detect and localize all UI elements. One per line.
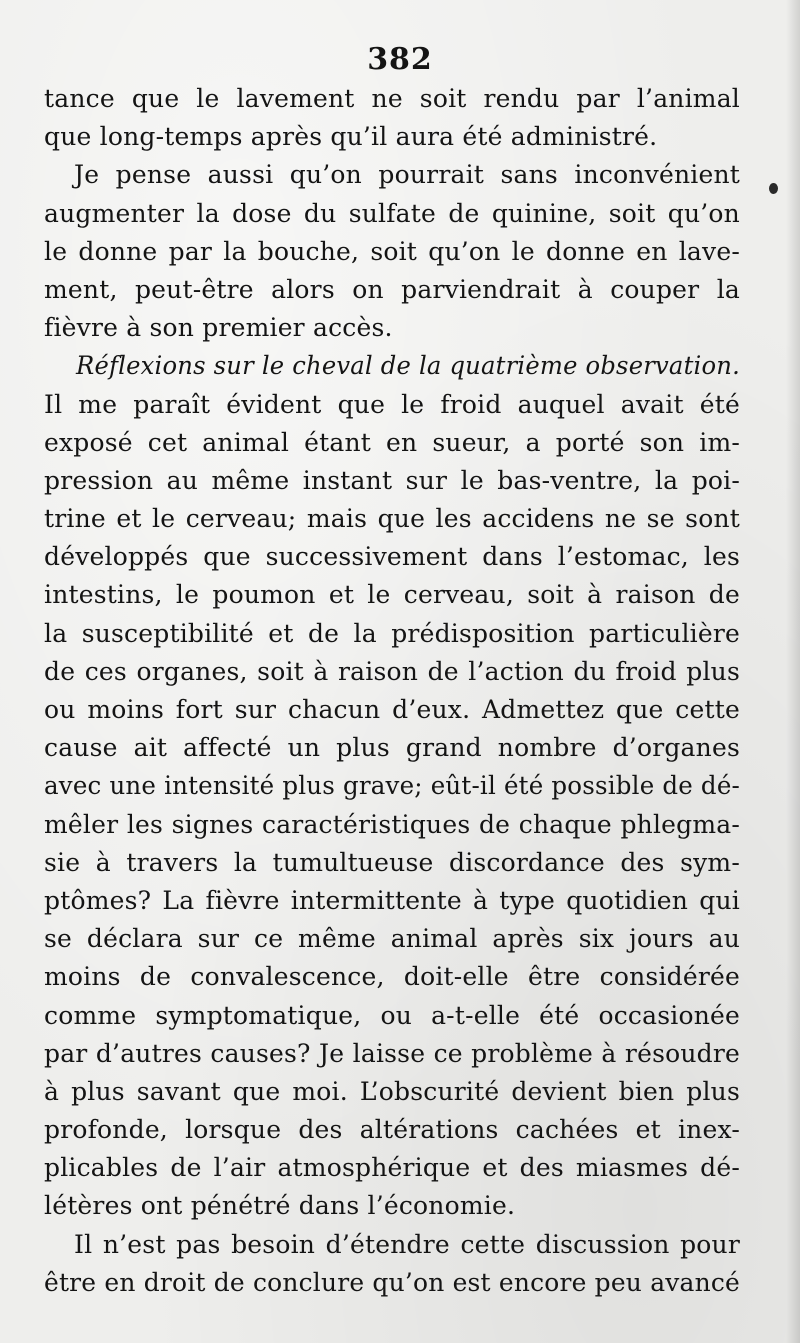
text-line: Il n’est pas besoin d’étendre cette discussion pour — [74, 1229, 740, 1259]
text-line: tance que le lavement ne soit rendu par l’animal — [44, 84, 740, 113]
text-line: cause ait affecté un plus grand nombre d’organes — [44, 733, 740, 763]
text-line: développés que successivement dans l’estomac, les — [44, 542, 740, 572]
text-line: létères ont pénétré dans l’économie. — [44, 1191, 516, 1221]
text-line: Il me paraît évident que le froid auquel avait été — [44, 389, 740, 419]
section-heading: Réflexions sur le cheval de la quatrième observation. — [76, 351, 740, 381]
text-line: fièvre à son premier accès. — [44, 313, 393, 343]
text-line: mêler les signes caractéristiques de chaque phlegma- — [44, 809, 740, 839]
text-line: la susceptibilité et de la prédisposition particulière — [44, 618, 740, 648]
text-line: se déclara sur ce même animal après six jours au — [44, 924, 740, 954]
text-line: à plus savant que moi. L’obscurité devient bien plus — [44, 1076, 740, 1106]
ink-spot — [769, 183, 778, 194]
text-line: comme symptomatique, ou a-t-elle été occasionée — [44, 1000, 740, 1030]
text-line: trine et le cerveau; mais que les accidens ne se sont — [44, 504, 740, 534]
text-line: ment, peut-être alors on parviendrait à couper la — [44, 274, 740, 304]
text-line: par d’autres causes? Je laisse ce problème à résoudre — [44, 1038, 740, 1068]
text-line: augmenter la dose du sulfate de quinine, soit qu’on — [44, 198, 740, 228]
text-line: avec une intensité plus grave; eût-il été possible de dé- — [44, 771, 740, 801]
text-line: être en droit de conclure qu’on est encore peu avancé — [44, 1267, 740, 1297]
page-number: 382 — [367, 42, 433, 77]
text-line: moins de convalescence, doit-elle être considérée — [44, 962, 740, 992]
text-line: pression au même instant sur le bas-ventre, la poi- — [44, 465, 740, 495]
text-line: intestins, le poumon et le cerveau, soit à raison de — [44, 580, 740, 610]
page-edge-shadow — [786, 0, 800, 1343]
text-line: que long-temps après qu’il aura été administré. — [44, 122, 658, 152]
text-line: ou moins fort sur chacun d’eux. Admettez que cette — [44, 695, 740, 724]
text-line: ptômes? La fièvre intermittente à type quotidien qui — [44, 885, 740, 915]
text-line: Je pense aussi qu’on pourrait sans inconvénient — [74, 160, 740, 190]
text-line: le donne par la bouche, soit qu’on le donne en lave- — [44, 236, 740, 266]
text-line: exposé cet animal étant en sueur, a porté son im- — [44, 427, 740, 457]
text-line: de ces organes, soit à raison de l’action du froid plus — [44, 656, 740, 686]
text-line: sie à travers la tumultueuse discordance des sym- — [44, 847, 740, 877]
text-line: profonde, lorsque des altérations cachées et inex- — [44, 1115, 740, 1145]
body-text — [44, 80, 740, 1302]
text-line: plicables de l’air atmosphérique et des miasmes dé- — [44, 1153, 740, 1183]
